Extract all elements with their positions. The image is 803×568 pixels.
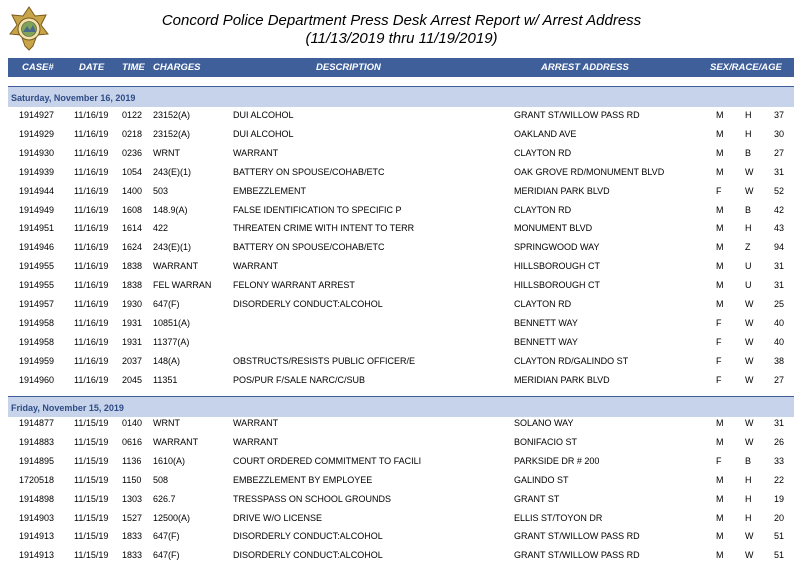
table-row xyxy=(8,314,794,332)
cell-time: 1527 xyxy=(122,512,143,523)
cell-arrest-address: MERIDIAN PARK BLVD xyxy=(514,185,610,196)
cell-case-number: 1914957 xyxy=(19,299,55,309)
cell-time: 1838 xyxy=(122,261,143,272)
cell-age: 20 xyxy=(774,512,785,523)
cell-charge-code: 503 xyxy=(153,185,169,196)
column-header-bar xyxy=(8,58,794,77)
report-title: Concord Police Department Press Desk Arrest Report w/ Arrest Address xyxy=(161,12,642,29)
table-row xyxy=(8,490,794,508)
cell-time: 1624 xyxy=(122,242,143,253)
cell-sex: F xyxy=(716,374,722,385)
cell-race: W xyxy=(745,531,754,542)
cell-time: 1054 xyxy=(122,166,143,177)
cell-time: 0616 xyxy=(122,436,143,447)
cell-arrest-address: BENNETT WAY xyxy=(514,336,578,347)
cell-sex: F xyxy=(716,336,722,347)
cell-description: BATTERY ON SPOUSE/COHAB/ETC xyxy=(233,166,385,177)
cell-description: THREATEN CRIME WITH INTENT TO TERR xyxy=(233,223,415,234)
cell-time: 1833 xyxy=(122,531,143,542)
cell-charge-code: WRNT xyxy=(153,418,180,428)
table-row xyxy=(8,527,794,545)
cell-race: U xyxy=(745,280,752,291)
cell-time: 1833 xyxy=(122,550,143,561)
cell-time: 1930 xyxy=(122,299,143,309)
cell-race: U xyxy=(745,261,752,272)
cell-time: 1136 xyxy=(122,455,142,466)
cell-race: W xyxy=(745,550,754,561)
cell-charge-code: FEL WARRAN xyxy=(153,280,212,291)
cell-age: 42 xyxy=(774,204,785,215)
cell-date: 11/15/19 xyxy=(74,531,109,542)
cell-charge-code: 11351 xyxy=(153,374,178,385)
cell-charge-code: 23152(A) xyxy=(153,110,191,120)
table-row xyxy=(8,333,794,351)
cell-charge-code: 148.9(A) xyxy=(153,204,188,215)
cell-case-number: 1720518 xyxy=(19,474,55,485)
cell-age: 31 xyxy=(774,418,785,428)
cell-description: OBSTRUCTS/RESISTS PUBLIC OFFICER/E xyxy=(233,355,416,366)
cell-time: 1838 xyxy=(122,280,143,291)
cell-date: 11/16/19 xyxy=(74,185,109,196)
cell-date: 11/16/19 xyxy=(74,204,109,215)
cell-sex: F xyxy=(716,455,722,466)
cell-date: 11/15/19 xyxy=(74,418,109,428)
cell-date: 11/16/19 xyxy=(74,223,109,234)
cell-sex: M xyxy=(716,280,724,291)
col-header-date: DATE xyxy=(79,62,105,73)
cell-charge-code: 647(F) xyxy=(153,531,180,542)
cell-race: W xyxy=(745,374,754,385)
table-row xyxy=(8,352,794,370)
cell-case-number: 1914955 xyxy=(19,261,55,272)
table-row xyxy=(8,182,794,200)
cell-age: 37 xyxy=(774,110,785,120)
cell-race: W xyxy=(745,166,754,177)
table-row xyxy=(8,257,794,275)
cell-date: 11/16/19 xyxy=(74,242,109,253)
cell-time: 1400 xyxy=(122,185,143,196)
cell-race: B xyxy=(745,455,752,466)
cell-description: WARRANT xyxy=(233,261,279,272)
cell-arrest-address: PARKSIDE DR # 200 xyxy=(514,455,600,466)
cell-sex: M xyxy=(716,493,724,504)
cell-age: 31 xyxy=(774,166,785,177)
cell-sex: M xyxy=(716,299,724,309)
cell-case-number: 1914929 xyxy=(19,128,55,139)
cell-arrest-address: CLAYTON RD xyxy=(514,299,572,309)
cell-race: B xyxy=(745,147,752,158)
cell-time: 0122 xyxy=(122,110,143,120)
cell-case-number: 1914958 xyxy=(19,336,55,347)
cell-arrest-address: ELLIS ST/TOYON DR xyxy=(514,512,603,523)
cell-time: 2045 xyxy=(122,374,143,385)
cell-charge-code: 10851(A) xyxy=(153,317,191,328)
cell-sex: M xyxy=(716,531,724,542)
cell-arrest-address: OAKLAND AVE xyxy=(514,128,577,139)
cell-date: 11/16/19 xyxy=(74,317,109,328)
cell-case-number: 1914944 xyxy=(19,185,55,196)
cell-arrest-address: CLAYTON RD xyxy=(514,204,572,215)
cell-case-number: 1914939 xyxy=(19,166,55,177)
cell-description: EMBEZZLEMENT BY EMPLOYEE xyxy=(233,474,373,485)
cell-description: DISORDERLY CONDUCT:ALCOHOL xyxy=(233,531,383,542)
cell-time: 0236 xyxy=(122,147,143,158)
cell-case-number: 1914955 xyxy=(19,280,55,291)
cell-date: 11/16/19 xyxy=(74,166,109,177)
cell-sex: F xyxy=(716,185,722,196)
cell-race: W xyxy=(745,418,754,428)
cell-age: 27 xyxy=(774,147,785,158)
cell-case-number: 1914913 xyxy=(19,531,55,542)
cell-race: W xyxy=(745,299,754,309)
cell-sex: M xyxy=(716,147,724,158)
cell-case-number: 1914895 xyxy=(19,455,55,466)
cell-charge-code: 243(E)(1) xyxy=(153,166,192,177)
cell-time: 2037 xyxy=(122,355,143,366)
cell-charge-code: 23152(A) xyxy=(153,128,191,139)
cell-arrest-address: GRANT ST/WILLOW PASS RD xyxy=(514,110,640,120)
cell-age: 51 xyxy=(774,531,785,542)
cell-case-number: 1914927 xyxy=(19,110,55,120)
cell-arrest-address: BENNETT WAY xyxy=(514,317,578,328)
table-row xyxy=(8,219,794,237)
cell-age: 26 xyxy=(774,436,785,447)
table-row xyxy=(8,201,794,219)
cell-case-number: 1914877 xyxy=(19,418,55,428)
cell-date: 11/15/19 xyxy=(74,550,109,561)
section-header xyxy=(8,86,794,107)
cell-arrest-address: CLAYTON RD xyxy=(514,147,572,158)
cell-charge-code: 12500(A) xyxy=(153,512,191,523)
cell-case-number: 1914903 xyxy=(19,512,55,523)
cell-sex: M xyxy=(716,110,724,120)
cell-age: 22 xyxy=(774,474,785,485)
cell-case-number: 1914898 xyxy=(19,493,55,504)
cell-date: 11/16/19 xyxy=(74,147,109,158)
cell-date: 11/15/19 xyxy=(74,493,109,504)
cell-sex: F xyxy=(716,355,722,366)
cell-case-number: 1914949 xyxy=(19,204,55,215)
cell-sex: F xyxy=(716,317,722,328)
cell-case-number: 1914958 xyxy=(19,317,55,328)
cell-sex: M xyxy=(716,550,724,561)
cell-charge-code: 1610(A) xyxy=(153,455,186,466)
cell-race: W xyxy=(745,336,754,347)
cell-date: 11/16/19 xyxy=(74,336,109,347)
cell-arrest-address: GRANT ST/WILLOW PASS RD xyxy=(514,550,640,561)
cell-arrest-address: CLAYTON RD/GALINDO ST xyxy=(514,355,629,366)
cell-arrest-address: HILLSBOROUGH CT xyxy=(514,280,601,291)
cell-time: 1303 xyxy=(122,493,143,504)
cell-age: 94 xyxy=(774,242,785,253)
cell-description: EMBEZZLEMENT xyxy=(233,185,307,196)
cell-date: 11/15/19 xyxy=(74,474,109,485)
section-date-label: Saturday, November 16, 2019 xyxy=(11,93,136,103)
col-header-charges: CHARGES xyxy=(153,62,201,73)
cell-date: 11/16/19 xyxy=(74,299,109,309)
cell-age: 33 xyxy=(774,455,785,466)
table-row xyxy=(8,414,794,432)
cell-charge-code: 508 xyxy=(153,474,169,485)
cell-time: 1931 xyxy=(122,317,143,328)
cell-age: 27 xyxy=(774,374,785,385)
table-row xyxy=(8,371,794,389)
cell-time: 1931 xyxy=(122,336,143,347)
cell-arrest-address: BONIFACIO ST xyxy=(514,436,578,447)
col-header-case: CASE# xyxy=(22,62,54,73)
cell-description: FALSE IDENTIFICATION TO SPECIFIC P xyxy=(233,204,402,215)
cell-description: DISORDERLY CONDUCT:ALCOHOL xyxy=(233,299,383,309)
cell-charge-code: 647(F) xyxy=(153,299,180,309)
cell-arrest-address: MONUMENT BLVD xyxy=(514,223,593,234)
cell-age: 38 xyxy=(774,355,785,366)
cell-race: Z xyxy=(745,242,751,253)
table-row xyxy=(8,433,794,451)
cell-description: WARRANT xyxy=(233,436,279,447)
cell-arrest-address: HILLSBOROUGH CT xyxy=(514,261,601,272)
cell-sex: M xyxy=(716,166,724,177)
cell-case-number: 1914960 xyxy=(19,374,55,385)
cell-date: 11/15/19 xyxy=(74,512,109,523)
cell-arrest-address: SPRINGWOOD WAY xyxy=(514,242,600,253)
col-header-sex-race-age: SEX/RACE/AGE xyxy=(710,62,782,73)
cell-arrest-address: MERIDIAN PARK BLVD xyxy=(514,374,610,385)
cell-race: H xyxy=(745,474,752,485)
cell-race: H xyxy=(745,110,752,120)
table-row xyxy=(8,163,794,181)
section-date-label: Friday, November 15, 2019 xyxy=(11,403,124,413)
table-row xyxy=(8,125,794,143)
cell-charge-code: WRNT xyxy=(153,147,180,158)
report-date-range: (11/13/2019 thru 11/19/2019) xyxy=(305,30,498,47)
cell-sex: M xyxy=(716,474,724,485)
cell-charge-code: 647(F) xyxy=(153,550,180,561)
cell-description: DUI ALCOHOL xyxy=(233,128,294,139)
cell-age: 43 xyxy=(774,223,785,234)
cell-race: W xyxy=(745,436,754,447)
cell-arrest-address: GRANT ST/WILLOW PASS RD xyxy=(514,531,640,542)
cell-charge-code: 422 xyxy=(153,223,169,234)
cell-race: H xyxy=(745,512,752,523)
cell-description: BATTERY ON SPOUSE/COHAB/ETC xyxy=(233,242,385,253)
table-row xyxy=(8,238,794,256)
table-row xyxy=(8,144,794,162)
table-row xyxy=(8,471,794,489)
cell-date: 11/16/19 xyxy=(74,374,109,385)
cell-charge-code: 11377(A) xyxy=(153,336,190,347)
cell-date: 11/16/19 xyxy=(74,261,109,272)
cell-age: 40 xyxy=(774,317,785,328)
cell-case-number: 1914913 xyxy=(19,550,55,561)
table-row xyxy=(8,276,794,294)
cell-age: 51 xyxy=(774,550,785,561)
cell-description: DISORDERLY CONDUCT:ALCOHOL xyxy=(233,550,383,561)
cell-age: 52 xyxy=(774,185,785,196)
cell-sex: M xyxy=(716,512,724,523)
cell-description: DUI ALCOHOL xyxy=(233,110,294,120)
cell-date: 11/15/19 xyxy=(74,436,109,447)
cell-age: 25 xyxy=(774,299,785,309)
cell-charge-code: 148(A) xyxy=(153,355,181,366)
cell-race: B xyxy=(745,204,752,215)
cell-arrest-address: OAK GROVE RD/MONUMENT BLVD xyxy=(514,166,665,177)
cell-description: FELONY WARRANT ARREST xyxy=(233,280,355,291)
cell-race: H xyxy=(745,223,752,234)
cell-sex: M xyxy=(716,261,724,272)
cell-description: COURT ORDERED COMMITMENT TO FACILI xyxy=(233,455,422,466)
cell-charge-code: 626.7 xyxy=(153,493,176,504)
cell-case-number: 1914946 xyxy=(19,242,55,253)
cell-sex: M xyxy=(716,418,724,428)
cell-race: H xyxy=(745,128,752,139)
cell-date: 11/16/19 xyxy=(74,128,109,139)
cell-race: W xyxy=(745,185,754,196)
cell-race: W xyxy=(745,355,754,366)
cell-description: WARRANT xyxy=(233,147,279,158)
cell-race: H xyxy=(745,493,752,504)
table-row xyxy=(8,452,794,470)
cell-time: 1614 xyxy=(122,223,143,234)
cell-arrest-address: GRANT ST xyxy=(514,493,560,504)
cell-charge-code: WARRANT xyxy=(153,436,199,447)
table-row xyxy=(8,106,794,124)
cell-sex: M xyxy=(716,204,724,215)
cell-time: 1150 xyxy=(122,474,142,485)
cell-case-number: 1914930 xyxy=(19,147,55,158)
cell-case-number: 1914883 xyxy=(19,436,55,447)
cell-case-number: 1914951 xyxy=(19,223,55,234)
cell-time: 1608 xyxy=(122,204,143,215)
cell-age: 30 xyxy=(774,128,785,139)
cell-date: 11/15/19 xyxy=(74,455,109,466)
cell-charge-code: 243(E)(1) xyxy=(153,242,192,253)
cell-date: 11/16/19 xyxy=(74,110,109,120)
cell-age: 31 xyxy=(774,261,785,272)
cell-sex: M xyxy=(716,223,724,234)
cell-arrest-address: SOLANO WAY xyxy=(514,418,574,428)
cell-sex: M xyxy=(716,242,724,253)
cell-date: 11/16/19 xyxy=(74,280,109,291)
cell-date: 11/16/19 xyxy=(74,355,109,366)
cell-age: 31 xyxy=(774,280,785,291)
cell-arrest-address: GALINDO ST xyxy=(514,474,569,485)
cell-description: WARRANT xyxy=(233,418,279,428)
cell-age: 40 xyxy=(774,336,785,347)
cell-sex: M xyxy=(716,128,724,139)
cell-sex: M xyxy=(716,436,724,447)
table-row xyxy=(8,295,794,313)
cell-time: 0218 xyxy=(122,128,143,139)
col-header-description: DESCRIPTION xyxy=(316,62,381,73)
cell-description: TRESSPASS ON SCHOOL GROUNDS xyxy=(233,493,392,504)
table-row xyxy=(8,546,794,564)
cell-description: POS/PUR F/SALE NARC/C/SUB xyxy=(233,374,366,385)
cell-time: 0140 xyxy=(122,418,143,428)
cell-race: W xyxy=(745,317,754,328)
cell-case-number: 1914959 xyxy=(19,355,55,366)
cell-age: 19 xyxy=(774,493,785,504)
col-header-time: TIME xyxy=(122,62,145,73)
cell-charge-code: WARRANT xyxy=(153,261,199,272)
table-row xyxy=(8,509,794,527)
col-header-address: ARREST ADDRESS xyxy=(541,62,629,73)
cell-description: DRIVE W/O LICENSE xyxy=(233,512,323,523)
